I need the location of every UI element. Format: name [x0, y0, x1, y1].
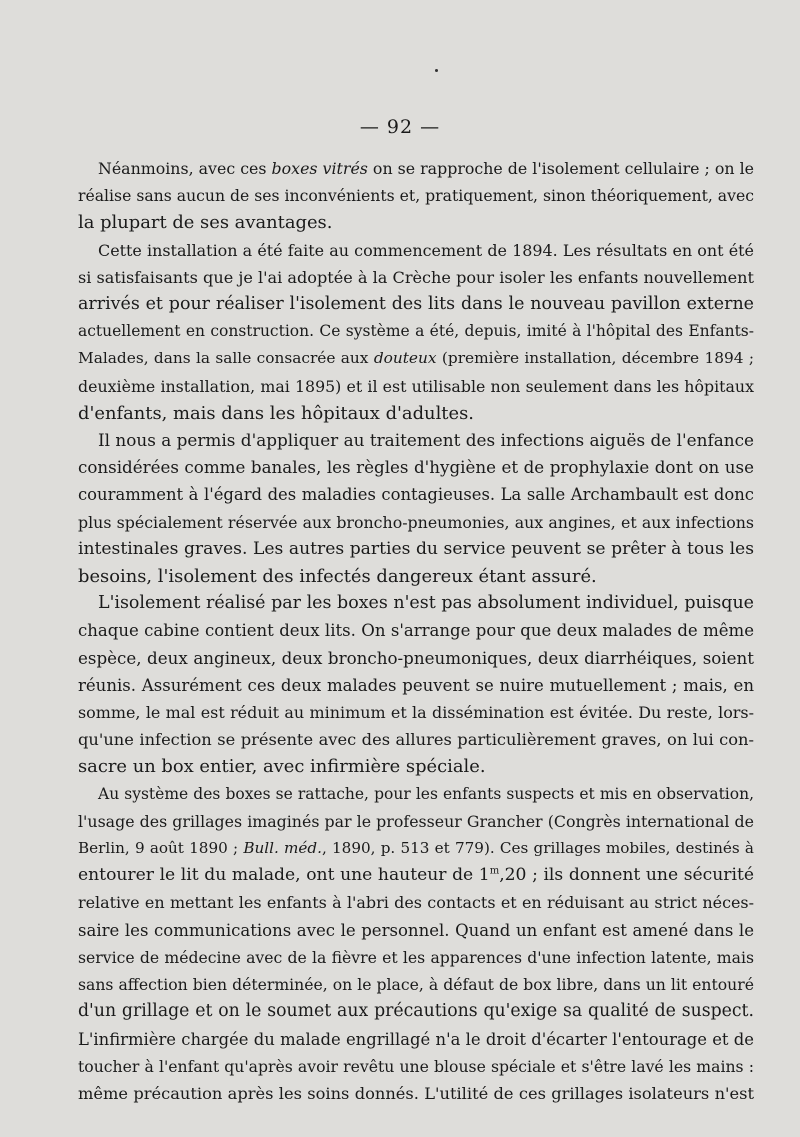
text-line	[78, 291, 754, 318]
italic-text: boxes vitrés	[271, 159, 368, 178]
text-run: sacre un box entier, avec infirmière spéciale.	[78, 756, 486, 778]
text-run: entourer le lit du malade, ont une hauteur de 1	[78, 865, 490, 886]
text-line	[78, 481, 754, 508]
text-run: Berlin, 9 août 1890 ;	[78, 839, 244, 858]
text-line	[78, 699, 754, 726]
text-line	[78, 400, 754, 427]
text-line	[78, 781, 754, 808]
text-line	[78, 454, 754, 481]
text-line	[78, 237, 754, 264]
text-run: sans affection bien déterminée, on le place, à défaut de box libre, dans un lit entouré	[78, 975, 754, 995]
text-run: , 1890, p. 513 et 779). Ces grillages mobiles, destinés à	[321, 839, 754, 858]
ink-speck	[435, 69, 438, 72]
text-run: intestinales graves. Les autres parties du service peuvent se prêter à tous les	[78, 538, 754, 559]
text-run: couramment à l'égard des maladies contagieuses. La salle Archambault est donc	[78, 485, 754, 505]
text-line	[78, 971, 754, 998]
text-run: si satisfaisants que je l'ai adoptée à la Crèche pour isoler les enfants nouvellement	[78, 267, 754, 287]
text-run: Malades, dans la salle consacrée aux	[78, 349, 374, 368]
text-line	[78, 808, 754, 835]
text-line	[78, 209, 754, 236]
text-run: Néanmoins, avec ces	[98, 159, 272, 178]
superscript: m	[489, 865, 500, 877]
text-line	[78, 1080, 754, 1107]
text-line	[78, 345, 754, 372]
text-line	[78, 617, 754, 644]
text-run: Cette installation a été faite au commencement de 1894. Les résultats en ont été	[98, 240, 754, 260]
text-line	[78, 862, 754, 889]
text-line	[78, 917, 754, 944]
text-run: Au système des boxes se rattache, pour les enfants suspects et mis en observation,	[98, 784, 754, 803]
text-run: deuxième installation, mai 1895) et il est utilisable non seulement dans les hôpitaux	[78, 376, 754, 396]
text-run: arrivés et pour réaliser l'isolement des lits dans le nouveau pavillon externe	[78, 294, 754, 315]
text-line	[78, 1026, 754, 1053]
text-line	[78, 998, 754, 1025]
text-run: ,20 ; ils donnent une sécurité	[499, 865, 754, 886]
text-line	[78, 373, 754, 400]
paragraph	[78, 590, 754, 780]
text-run: service de médecine avec de la fièvre et les apparences d'une infection latente, mais	[78, 947, 754, 967]
text-run: on se rapproche de l'isolement cellulaire ; on le	[367, 159, 755, 178]
text-line	[78, 182, 754, 209]
text-run: considérées comme banales, les règles d'hygiène et de prophylaxie dont on use	[78, 457, 754, 478]
italic-text: douteux	[373, 349, 437, 368]
text-line	[78, 835, 754, 862]
text-run: chaque cabine contient deux lits. On s'arrange pour que deux malades de même	[78, 621, 754, 641]
text-run: actuellement en construction. Ce système a été, depuis, imité à l'hôpital des Enfants-	[78, 322, 754, 341]
text-line	[78, 563, 754, 590]
text-run: (première installation, décembre 1894 ;	[436, 349, 755, 368]
text-run: qu'une infection se présente avec des allures particulièrement graves, on lui con-	[78, 730, 754, 750]
text-run: toucher à l'enfant qu'après avoir revêtu une blouse spéciale et s'être lavé les mains :	[78, 1056, 754, 1076]
text-run: la plupart de ses avantages.	[78, 212, 333, 234]
text-line	[78, 672, 754, 699]
text-line	[78, 889, 754, 916]
body-text	[78, 155, 754, 1107]
text-run: besoins, l'isolement des infectés dangereux étant assuré.	[78, 566, 597, 588]
text-line	[78, 264, 754, 291]
text-run: d'un grillage et on le soumet aux précautions qu'exige sa qualité de suspect.	[78, 1001, 754, 1022]
text-line	[78, 726, 754, 753]
text-line	[78, 590, 754, 617]
text-run: Il nous a permis d'appliquer au traitement des infections aiguës de l'enfance	[98, 430, 754, 451]
text-run: somme, le mal est réduit au minimum et la dissémination est évitée. Du reste, lors-	[78, 703, 754, 723]
text-run: L'isolement réalisé par les boxes n'est pas absolument individuel, puisque	[98, 593, 754, 614]
text-run: plus spécialement réservée aux broncho-pneumonies, aux angines, et aux infections	[78, 512, 754, 532]
paragraph	[78, 155, 754, 237]
text-run: réunis. Assurément ces deux malades peuvent se nuire mutuellement ; mais, en	[78, 675, 754, 695]
text-line	[78, 645, 754, 672]
text-line	[78, 753, 754, 780]
text-run: réalise sans aucun de ses inconvénients et, pratiquement, sinon théoriquement, avec	[78, 186, 754, 206]
text-line	[78, 509, 754, 536]
text-line	[78, 1053, 754, 1080]
text-run: d'enfants, mais dans les hôpitaux d'adultes.	[78, 402, 474, 424]
italic-text: Bull. méd.	[243, 839, 322, 858]
page-number: — 92 —	[359, 116, 441, 138]
text-line	[78, 155, 754, 182]
text-run: saire les communications avec le personnel. Quand un enfant est amené dans le	[78, 920, 754, 940]
text-line	[78, 536, 754, 563]
text-run: espèce, deux angineux, deux broncho-pneumoniques, deux diarrhéiques, soient	[78, 647, 754, 668]
paragraph	[78, 427, 754, 590]
text-line	[78, 427, 754, 454]
text-run: même précaution après les soins donnés. L'utilité de ces grillages isolateurs n'est	[78, 1083, 754, 1103]
text-run: l'usage des grillages imaginés par le professeur Grancher (Congrès international de	[78, 811, 754, 831]
text-run: L'infirmière chargée du malade engrillagé n'a le droit d'écarter l'entourage et de	[78, 1029, 754, 1049]
text-line	[78, 318, 754, 345]
paragraph	[78, 237, 754, 427]
paragraph	[78, 781, 754, 1107]
text-line	[78, 944, 754, 971]
text-run: relative en mettant les enfants à l'abri des contacts et en réduisant au strict néces-	[78, 893, 754, 913]
